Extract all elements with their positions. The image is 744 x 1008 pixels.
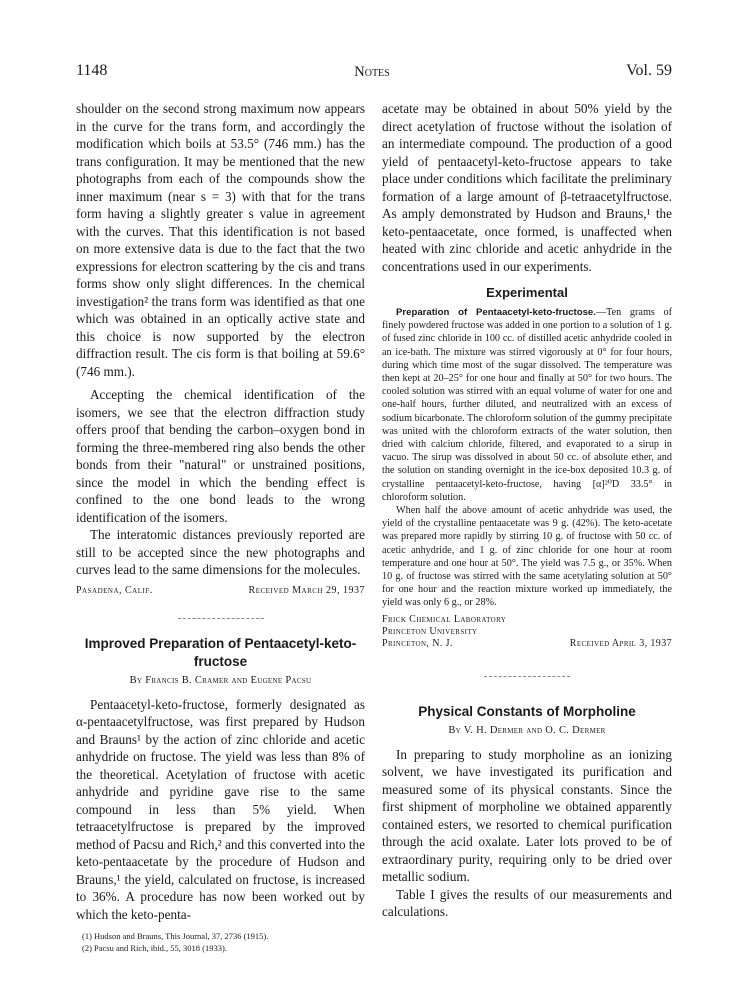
volume-label: Vol. 59 [626,62,672,79]
paragraph: Table I gives the results of our measurements and calculations. [382,886,672,920]
affiliation-line: Frick Chemical Laboratory [382,613,507,625]
affiliation [382,614,672,650]
article-separator [484,676,570,677]
footnotes [76,931,365,954]
paragraph: Pentaacetyl-keto-fructose, formerly designated as α-pentaacetylfructose, was first prepared by Hudson and Brauns¹ by the action of zinc chloride and acetic anhydride on fructose. The yield was less than 8% of the theoretical. Acetylation of fructose with acetic anhydride and pyridine gave rise to the same compound in less than 5% yield. When tetraacetylfructose is prepared by the improved method of Pacsu and Rich,² and this converted into the keto-pentaacetate by the procedure of Hudson and Brauns,¹ the yield, calculated on fructose, is increased to 36%. A procedure has now been worked out by which the keto-penta- [76,696,365,922]
affiliation-line: Princeton University [382,625,478,637]
paragraph: In preparing to study morpholine as an ionizing solvent, we have investigated its purification and measured some of its physical constants. Since the first shipment of morpholine we obtained apparently contained esters, we resorted to chemical purification through the acid oxalate. Later lots proved to be of extraordinary purity, requiring only to be dried over metallic sodium. [382,746,672,885]
received-date: Received March 29, 1937 [248,584,365,596]
byline: By V. H. Dermer and O. C. Dermer [448,724,606,736]
paragraph [382,306,672,504]
byline: By Francis B. Cramer and Eugene Pacsu [129,674,312,686]
article-title: Physical Constants of Morpholine [418,703,636,719]
right-column [382,100,672,921]
page-number: 1148 [76,62,108,79]
signature-row [76,585,365,596]
paragraph: acetate may be obtained in about 50% yield by the direct acetylation of fructose without the isolation of an intermediate compound. The production of a good yield of pentaacetyl-keto-fructose appears to take place under conditions which facilitate the preliminary formation of a large amount of β-tetraacetylfructose. As amply demonstrated by Hudson and Brauns,¹ the keto-pentaacetate, once formed, is unaffected when heated with zinc chloride and acetic anhydride in the concentrations used in our experiments. [382,101,672,274]
affiliation-row [382,638,672,650]
affiliation-line: Princeton, N. J. [382,637,453,649]
run-in-heading: Preparation of Pentaacetyl-keto-fructose. [396,307,596,318]
paragraph: Accepting the chemical identification of the isomers, we see that the electron diffraction study offers proof that bending the carbon–oxygen bond in forming the three-membered ring also bends the other bonds from their "natural" or unstrained positions, since the model in which the bending effect is confined to the one bond leads to the wrong identification of the isomers. [76,387,365,525]
footnote: (2) Pacsu and Rich, ibid., 55, 3018 (1933). [82,943,227,953]
received-date: Received April 3, 1937 [569,637,672,649]
section-heading: Experimental [486,285,568,300]
signature-place: Pasadena, Calif. [76,584,153,596]
paragraph: shoulder on the second strong maximum now appears in the curve for the trans form, and accordingly the modification which boils at 53.5° (746 mm.) has the trans configuration. It may be mentioned that the new photographs from each of the compounds show the inner maximum (near s = 3) with that for the trans form having a slightly greater s value in agreement with the curves. That this identification is not based on more extensive data is due to the fact that the two expressions for electron scattering by the cis and trans forms show only slight differences. In the chemical investigation² the trans form was identified as that one which was obtained in an optically active state and this choice is now supported by the electron diffraction result. The cis form is that boiling at 59.6° (746 mm.). [76,101,365,379]
paragraph: The interatomic distances previously reported are still to be accepted since the new photographs and curves lead to the same dimensions for the molecules. [76,527,365,577]
article-separator [178,618,264,619]
left-column [76,100,365,954]
footnote: (1) Hudson and Brauns, This Journal, 37, 2736 (1915). [82,931,269,941]
paragraph: When half the above amount of acetic anhydride was used, the yield of the crystalline pentaacetate was 9 g. (42%). The keto-acetate was prepared more rapidly by stirring 10 g. of fructose with 50 cc. of acetic anhydride, and 1 g. of zinc chloride for one hour at room temperature and one hour at 50°. The yield was 7.5 g., or 35%. When 10 g. of fructose was stirred with the same acetylating solution at 50° for one hour and the reaction mixture worked up immediately, the yield was only 6 g., or 28%. [382,505,672,609]
paragraph-text: —Ten grams of finely powdered fructose was added in one portion to a solution of 1 g. of fused zinc chloride in 100 cc. of distilled acetic anhydride cooled in an ice-bath. The mixture was stirred vigorously at 0° for four hours, during which time most of the sugar dissolved. The temperature was then kept at 20–25° for one hour and finally at 50° for two hours. The cooled solution was stirred with an equal volume of water for one and one-half hours, further diluted, and neutralized with an excess of sodium bicarbonate. The chloroform solution of the gummy precipitate was united with the chloroform extracts of the water solution, then dried with calcium chloride, filtered, and evaporated to a sirup in vacuo. The sirup was dissolved in about 50 cc. of absolute ether, and the solution on standing overnight in the ice-box deposited 10.3 g. of crystalline pentaacetyl-keto-fructose, having [α]²⁰D 33.5° in chloroform solution. [382,307,672,503]
article-title: Improved Preparation of Pentaacetyl-keto-fructose [84,635,357,669]
running-section-title: Notes [354,64,390,80]
